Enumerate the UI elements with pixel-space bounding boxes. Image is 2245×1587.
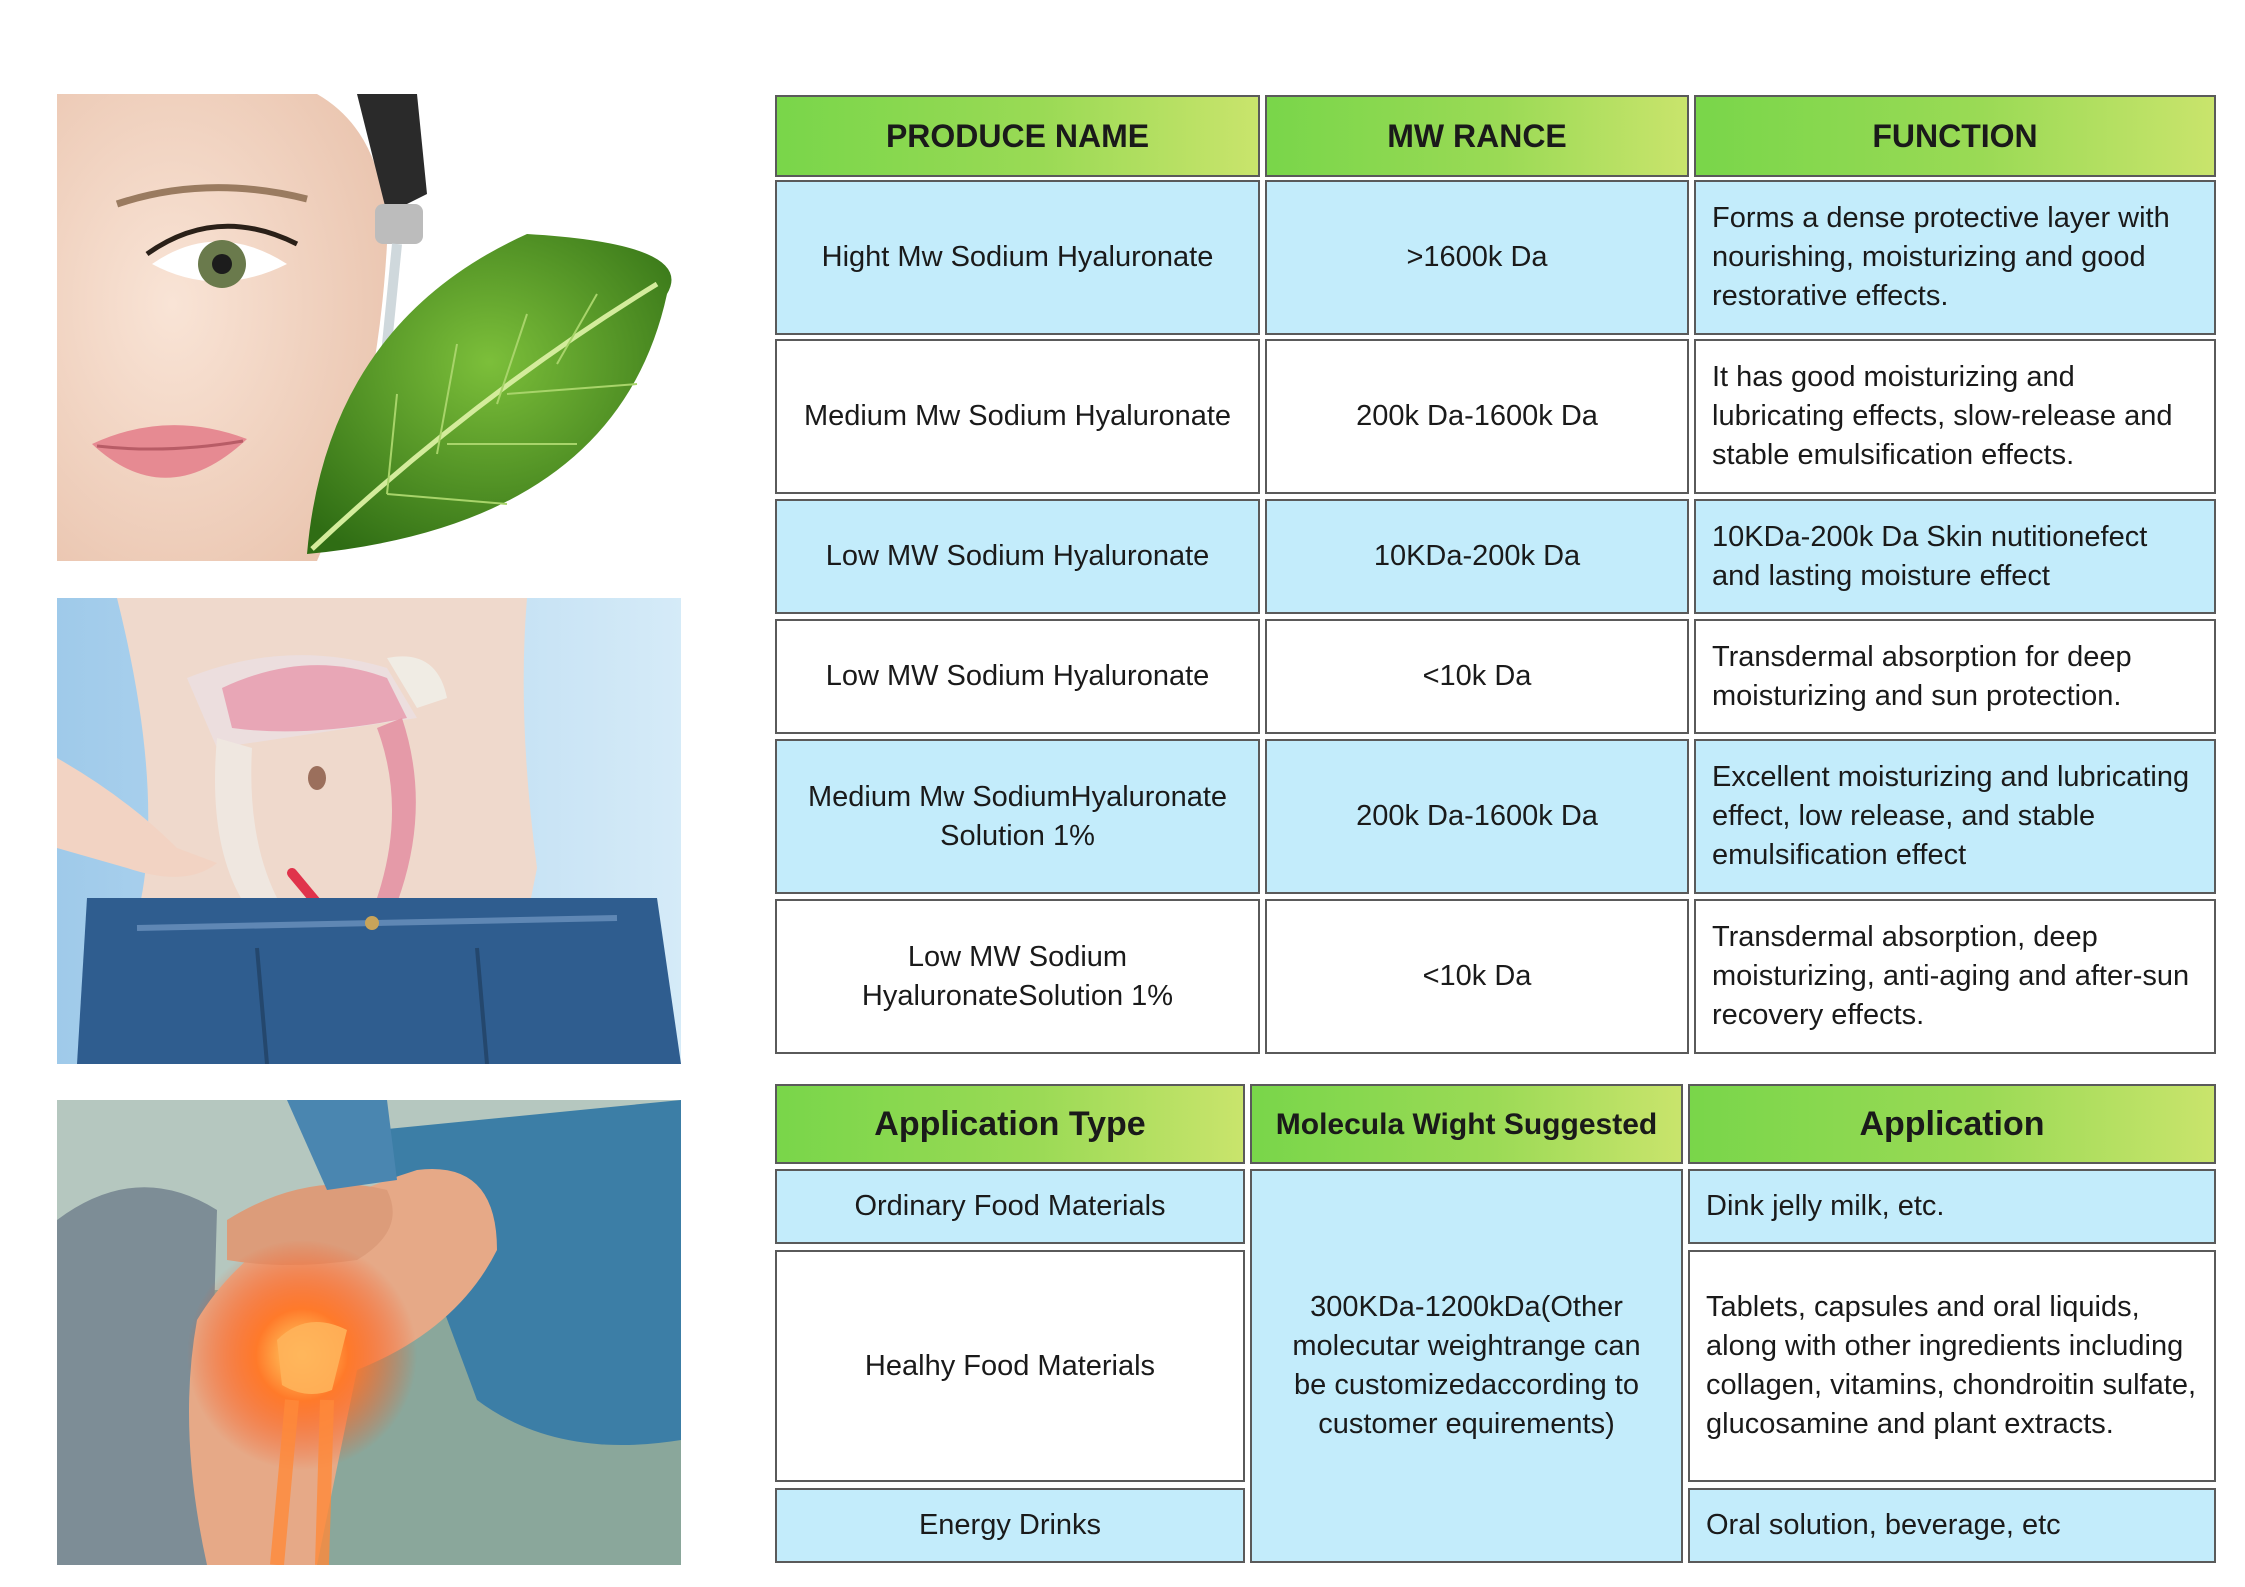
skincare-face-leaf-photo — [57, 94, 681, 561]
table1-header-mw-range: MW RANCE — [1265, 95, 1689, 177]
digestive-system-photo — [57, 598, 681, 1064]
table-cell-function: Forms a dense protective layer with nourishing, moisturizing and good restorative effects. — [1694, 180, 2216, 335]
table1-header-product-name: PRODUCE NAME — [775, 95, 1260, 177]
table2-header-molecular-weight: Molecula Wight Suggested — [1250, 1084, 1683, 1164]
table-cell-mw-range: 200k Da-1600k Da — [1265, 739, 1689, 894]
table-cell-application: Dink jelly milk, etc. — [1688, 1169, 2216, 1244]
table-cell-product-name: Low MW Sodium HyaluronateSolution 1% — [775, 899, 1260, 1054]
table-cell-application-type: Ordinary Food Materials — [775, 1169, 1245, 1244]
table1-header-function: FUNCTION — [1694, 95, 2216, 177]
table-cell-mw-range: <10k Da — [1265, 619, 1689, 734]
table-cell-product-name: Low MW Sodium Hyaluronate — [775, 619, 1260, 734]
table-cell-product-name: Medium Mw Sodium Hyaluronate — [775, 339, 1260, 494]
table-cell-function: Transdermal absorption, deep moisturizing, anti-aging and after-sun recovery effects. — [1694, 899, 2216, 1054]
table2-header-application: Application — [1688, 1084, 2216, 1164]
table-cell-product-name: Medium Mw SodiumHyaluronate Solution 1% — [775, 739, 1260, 894]
table-cell-mw-range: <10k Da — [1265, 899, 1689, 1054]
table-cell-product-name: Hight Mw Sodium Hyaluronate — [775, 180, 1260, 335]
table-cell-function: It has good moisturizing and lubricating effects, slow-release and stable emulsification effects. — [1694, 339, 2216, 494]
table-cell-application: Oral solution, beverage, etc — [1688, 1488, 2216, 1563]
table-cell-function: Transdermal absorption for deep moisturizing and sun protection. — [1694, 619, 2216, 734]
table-cell-application-type: Healhy Food Materials — [775, 1250, 1245, 1482]
table-cell-application-type: Energy Drinks — [775, 1488, 1245, 1563]
table-cell-application: Tablets, capsules and oral liquids, along with other ingredients including collagen, vitamins, chondroitin sulfate, glucosamine and plant extracts. — [1688, 1250, 2216, 1482]
knee-joint-photo — [57, 1100, 681, 1565]
table-cell-mw-range: 10KDa-200k Da — [1265, 499, 1689, 614]
table-cell-function: 10KDa-200k Da Skin nutitionefect and lasting moisture effect — [1694, 499, 2216, 614]
table-cell-mw-range: >1600k Da — [1265, 180, 1689, 335]
table2-header-application-type: Application Type — [775, 1084, 1245, 1164]
table-cell-mw-range: 200k Da-1600k Da — [1265, 339, 1689, 494]
table-cell-molecular-weight: 300KDa-1200kDa(Other molecutar weightrange can be customizedaccording to customer equirements) — [1250, 1169, 1683, 1563]
table-cell-product-name: Low MW Sodium Hyaluronate — [775, 499, 1260, 614]
table-cell-function: Excellent moisturizing and lubricating effect, low release, and stable emulsification effect — [1694, 739, 2216, 894]
